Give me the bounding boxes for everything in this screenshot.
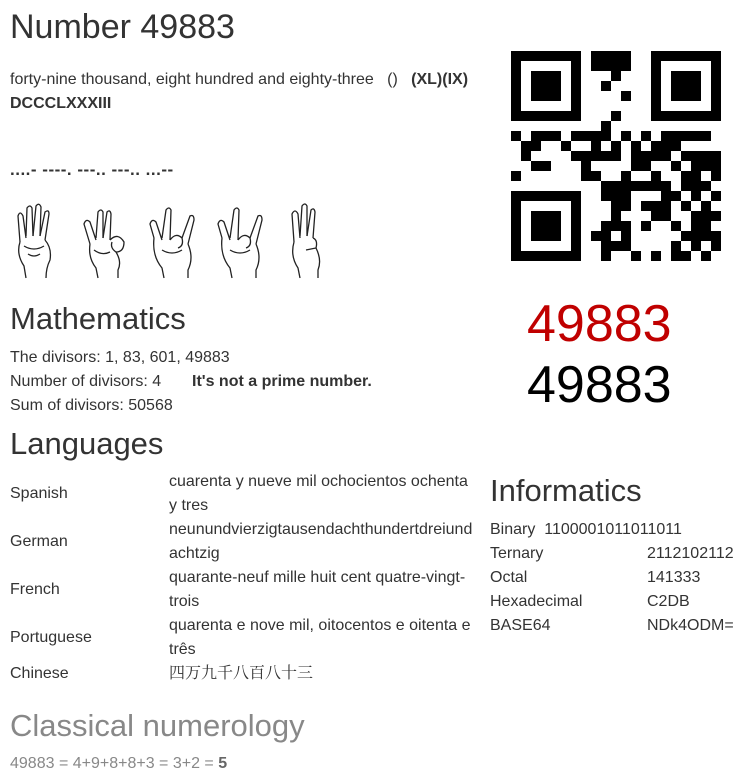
qr-module (591, 131, 601, 141)
qr-module (651, 141, 661, 151)
qr-module (661, 211, 671, 221)
qr-module (691, 231, 701, 241)
informatics-label: Octal (490, 569, 528, 586)
qr-module (591, 141, 601, 151)
qr-module (551, 131, 561, 141)
qr-module (571, 151, 581, 161)
qr-module (701, 251, 711, 261)
qr-module (621, 91, 631, 101)
qr-module (701, 151, 711, 161)
qr-finder (571, 191, 581, 261)
qr-module (641, 181, 651, 191)
qr-module (621, 201, 631, 211)
language-name: Spanish (10, 485, 68, 502)
qr-module (661, 201, 671, 211)
number-display-black: 49883 (527, 356, 672, 414)
hand-8-icon (216, 202, 272, 282)
qr-module (711, 231, 721, 241)
qr-module (581, 171, 591, 181)
language-name: Chinese (10, 665, 69, 682)
qr-module (701, 211, 711, 221)
language-text: cuarenta y nueve mil ochocientos ochenta y tres (169, 473, 468, 514)
hand-4-icon (12, 202, 68, 282)
qr-module (701, 161, 711, 171)
qr-module (641, 131, 651, 141)
qr-finder (511, 51, 521, 121)
qr-module (581, 161, 591, 171)
qr-module (601, 61, 611, 71)
qr-module (671, 191, 681, 201)
qr-module (661, 191, 671, 201)
qr-module (621, 231, 631, 241)
qr-module (591, 151, 601, 161)
number-words-block (10, 68, 480, 116)
number-words: forty-nine thousand, eight hundred and eighty-three (10, 71, 374, 88)
language-row (10, 566, 475, 614)
qr-module (531, 131, 541, 141)
qr-module (601, 181, 611, 191)
sign-language-hands (12, 202, 332, 282)
qr-module (611, 191, 621, 201)
qr-module (681, 201, 691, 211)
qr-module (681, 181, 691, 191)
qr-module (631, 141, 641, 151)
qr-module (661, 181, 671, 191)
qr-module (711, 151, 721, 161)
qr-module (611, 211, 621, 221)
prime-status: It's not a prime number. (192, 373, 372, 390)
qr-module (621, 51, 631, 61)
informatics-value: 2112102112 (647, 545, 734, 562)
qr-finder (511, 191, 521, 261)
qr-module (711, 241, 721, 251)
qr-finder (511, 51, 581, 61)
qr-module (581, 151, 591, 161)
qr-module (671, 141, 681, 151)
qr-module (701, 201, 711, 211)
qr-module (651, 151, 661, 161)
qr-module (691, 131, 701, 141)
qr-module (691, 161, 701, 171)
qr-module (671, 221, 681, 231)
roman-numeral: (XL)(IX) DCCCLXXXIII (10, 71, 469, 112)
qr-module (621, 131, 631, 141)
qr-module (651, 171, 661, 181)
qr-module (631, 151, 641, 161)
numerology-formula: 49883 = 4+9+8+8+3 = 3+2 = (10, 755, 219, 772)
qr-module (691, 181, 701, 191)
informatics-value: C2DB (647, 593, 690, 610)
qr-finder (651, 111, 721, 121)
informatics-label: BASE64 (490, 617, 551, 634)
qr-module (701, 221, 711, 231)
qr-module (661, 151, 671, 161)
language-row (10, 662, 475, 686)
qr-module (611, 221, 621, 231)
language-text: quarenta e nove mil, oitocentos e oitenta e três (169, 617, 471, 658)
qr-module (561, 141, 571, 151)
qr-module (631, 161, 641, 171)
qr-module (641, 151, 651, 161)
qr-module (651, 251, 661, 261)
qr-module (641, 221, 651, 231)
language-text: 四万九千八百八十三 (169, 665, 314, 682)
informatics-row-binary (490, 518, 682, 542)
qr-module (521, 151, 531, 161)
qr-module (611, 51, 621, 61)
qr-module (671, 161, 681, 171)
qr-module (531, 161, 541, 171)
informatics-value: NDk4ODM= (647, 617, 734, 634)
qr-module (711, 161, 721, 171)
qr-module (621, 61, 631, 71)
qr-module (691, 171, 701, 181)
language-text: quarante-neuf mille huit cent quatre-vingt-trois (169, 569, 466, 610)
language-name: French (10, 581, 60, 598)
qr-module (631, 181, 641, 191)
qr-module (641, 161, 651, 171)
qr-module (611, 201, 621, 211)
qr-module (651, 201, 661, 211)
qr-module (621, 221, 631, 231)
qr-module (671, 241, 681, 251)
qr-module (631, 251, 641, 261)
qr-finder (651, 51, 721, 61)
qr-module (681, 171, 691, 181)
informatics-value: 1100001011011011 (544, 521, 682, 538)
qr-module (701, 131, 711, 141)
numerology-heading: Classical numerology (10, 708, 305, 743)
qr-module (691, 191, 701, 201)
qr-module (681, 231, 691, 241)
qr-module (681, 131, 691, 141)
qr-module (611, 141, 621, 151)
qr-module (591, 51, 601, 61)
qr-module (601, 191, 611, 201)
qr-module (521, 141, 531, 151)
qr-module (581, 131, 591, 141)
qr-module (591, 171, 601, 181)
qr-finder (571, 51, 581, 121)
qr-module (671, 131, 681, 141)
language-name: German (10, 533, 68, 550)
morse-code: ....- ----. ---.. ---.. ...-- (10, 160, 174, 179)
qr-module (571, 131, 581, 141)
qr-module (691, 211, 701, 221)
qr-module (621, 171, 631, 181)
informatics-value: 141333 (647, 569, 701, 586)
number-of-divisors: Number of divisors: 4 (10, 373, 162, 390)
qr-finder (531, 211, 561, 241)
qr-code (511, 51, 721, 261)
qr-module (651, 181, 661, 191)
qr-module (601, 231, 611, 241)
qr-module (611, 241, 621, 251)
qr-module (541, 131, 551, 141)
language-row (10, 518, 475, 566)
qr-finder (711, 51, 721, 121)
qr-finder (511, 251, 581, 261)
qr-module (611, 61, 621, 71)
informatics-heading: Informatics (490, 473, 642, 508)
language-row (10, 614, 475, 662)
qr-module (531, 141, 541, 151)
qr-module (601, 81, 611, 91)
hand-8-icon (148, 202, 204, 282)
qr-module (601, 241, 611, 251)
qr-finder (651, 51, 661, 121)
qr-module (701, 181, 711, 191)
qr-module (671, 251, 681, 261)
qr-finder (671, 71, 701, 101)
qr-module (541, 161, 551, 171)
qr-finder (531, 71, 561, 101)
qr-module (691, 151, 701, 161)
language-row (10, 470, 475, 518)
roman-parens: () (387, 71, 398, 88)
informatics-label: Binary (490, 521, 536, 538)
qr-module (711, 191, 721, 201)
qr-module (661, 141, 671, 151)
qr-module (651, 211, 661, 221)
qr-module (711, 211, 721, 221)
qr-module (681, 151, 691, 161)
number-display-red: 49883 (527, 295, 672, 353)
qr-module (641, 201, 651, 211)
hand-9-icon (80, 202, 136, 282)
mathematics-heading: Mathematics (10, 301, 186, 336)
language-text: neunundvierzigtausendachthundertdreiundachtzig (169, 521, 473, 562)
qr-module (661, 131, 671, 141)
numerology-formula-block (10, 752, 227, 776)
page-title: Number 49883 (10, 8, 235, 46)
qr-module (621, 241, 631, 251)
qr-module (611, 181, 621, 191)
qr-module (591, 61, 601, 71)
qr-module (601, 221, 611, 231)
informatics-label: Ternary (490, 545, 544, 562)
sum-of-divisors: Sum of divisors: 50568 (10, 397, 173, 414)
qr-module (621, 191, 631, 201)
qr-module (691, 241, 701, 251)
qr-module (591, 231, 601, 241)
qr-module (601, 51, 611, 61)
language-name: Portuguese (10, 629, 92, 646)
languages-heading: Languages (10, 426, 164, 461)
qr-module (601, 121, 611, 131)
qr-finder (511, 191, 581, 201)
qr-module (611, 111, 621, 121)
languages-table (10, 470, 475, 686)
qr-module (611, 151, 621, 161)
qr-module (701, 231, 711, 241)
numerology-result: 5 (218, 755, 228, 772)
divisors-text: The divisors: 1, 83, 601, 49883 (10, 349, 230, 366)
qr-module (691, 221, 701, 231)
qr-module (601, 251, 611, 261)
qr-module (621, 181, 631, 191)
qr-module (681, 251, 691, 261)
qr-module (601, 131, 611, 141)
qr-module (511, 131, 521, 141)
qr-module (511, 171, 521, 181)
qr-module (711, 171, 721, 181)
informatics-label: Hexadecimal (490, 593, 583, 610)
qr-module (601, 151, 611, 161)
qr-module (611, 71, 621, 81)
qr-finder (511, 111, 581, 121)
hand-3-icon (284, 202, 340, 282)
